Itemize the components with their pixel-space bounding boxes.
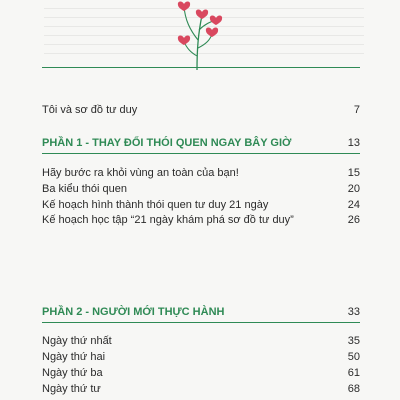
toc-entry[interactable] [42,365,360,381]
part-title: PHẦN 2 - NGƯỜI MỚI THỰC HÀNH [42,306,225,318]
toc-entry-title: Ba kiểu thói quen [42,183,128,195]
toc-entry-title: Ngày thứ tư [42,383,101,395]
top-divider [42,67,360,68]
toc-entry-title: Kế hoạch hình thành thói quen tư duy 21 ngày [42,199,269,211]
toc-entry-title: Ngày thứ nhất [42,335,112,347]
toc-entry-page: 20 [347,183,360,195]
part-underline [42,322,360,323]
part-page: 33 [347,306,360,318]
toc-entry-title: Tôi và sơ đồ tư duy [42,104,138,116]
toc-entry-page: 15 [347,167,360,179]
toc-entry[interactable] [42,181,360,197]
toc-entry-page: 7 [353,104,360,116]
toc-entry-title: Ngày thứ hai [42,351,106,363]
toc-entry[interactable] [42,349,360,365]
part-underline [42,153,360,154]
toc-entry-page: 68 [347,383,360,395]
toc-entry-page: 35 [347,335,360,347]
toc-entry-page: 61 [347,367,360,379]
part-page: 13 [347,137,360,149]
toc-entry-page: 50 [347,351,360,363]
toc-entry-title: Kế hoạch học tập “21 ngày khám phá sơ đồ tư duy” [42,214,294,226]
toc-entry-title: Ngày thứ ba [42,367,103,379]
part-title: PHẦN 1 - THAY ĐỔI THÓI QUEN NGAY BÂY GIỜ [42,137,292,149]
toc-entry-title: Hãy bước ra khỏi vùng an toàn của bạn! [42,167,239,179]
toc-entry[interactable] [42,381,360,397]
toc-entry-intro[interactable] [42,102,360,118]
toc-entry[interactable] [42,212,360,228]
toc-entry-page: 26 [347,214,360,226]
toc-entry-page: 24 [347,199,360,211]
toc-entry[interactable] [42,333,360,349]
toc-entry[interactable] [42,197,360,213]
heart-flower-illustration [160,0,230,70]
toc-entry[interactable] [42,165,360,181]
